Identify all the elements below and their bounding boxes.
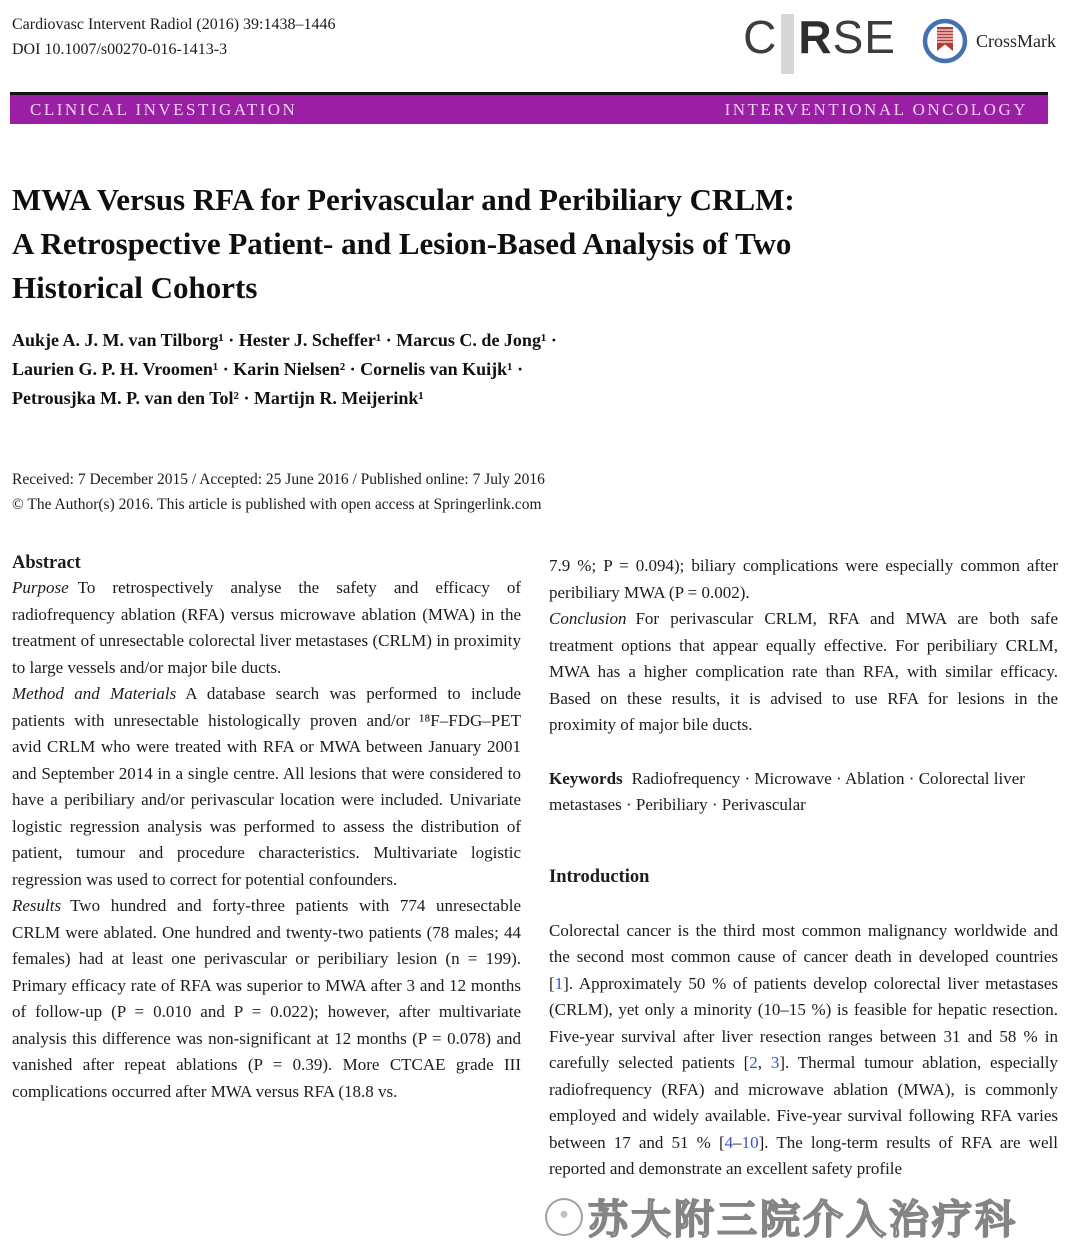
article-body bbox=[12, 553, 1058, 1183]
left-column bbox=[12, 553, 521, 1183]
abstract-conclusion bbox=[549, 606, 1058, 739]
title-line: A Retrospective Patient- and Lesion-Based Analysis of Two bbox=[12, 226, 792, 261]
methods-text: A database search was performed to include patients with unresectable histologically proven and/or ¹⁸F–FDG–PET avid CRLM who were treated with RFA or MWA between January 2001 and September 2014 in a single centre. All lesions that were considered to have a peribiliary and/or perivascular location were included. Univariate logistic regression analysis was performed to assess the distribution of patient, tumour and procedure characteristics. Multivariate logistic regression was used to correct for potential confounders. bbox=[12, 684, 521, 889]
citation-ref[interactable]: 10 bbox=[741, 1132, 759, 1152]
right-column bbox=[549, 553, 1058, 1183]
journal-info bbox=[12, 12, 336, 62]
cirse-letters-se: SE bbox=[832, 11, 896, 63]
keywords-label: Keywords bbox=[549, 768, 623, 788]
methods-label: Method and Materials bbox=[12, 684, 177, 703]
abstract-results-continuation: 7.9 %; P = 0.094); biliary complications were especially common after peribiliary MWA (P = 0.002). bbox=[549, 556, 1058, 602]
abstract-heading: Abstract bbox=[12, 553, 81, 573]
article-title bbox=[12, 178, 1040, 310]
watermark-text: 苏大附三院介入治疗科 bbox=[588, 1197, 1018, 1243]
conclusion-text: For perivascular CRLM, RFA and MWA are both safe treatment options that appear equally effective. For peribiliary CRLM, MWA has a higher complication rate than RFA, with similar efficacy. Based on these results, it is advised to use RFA for lesions in the proximity of major bile ducts. bbox=[549, 609, 1058, 734]
abstract-methods bbox=[12, 681, 521, 893]
introduction-paragraph bbox=[549, 918, 1058, 1183]
abstract-purpose bbox=[12, 575, 521, 681]
author-line: Aukje A. J. M. van Tilborg¹ · Hester J. Scheffer¹ · Marcus C. de Jong¹ · bbox=[12, 330, 557, 350]
page-header bbox=[0, 0, 1080, 78]
watermark bbox=[545, 1188, 1018, 1245]
title-line: MWA Versus RFA for Perivascular and Peribiliary CRLM: bbox=[12, 182, 795, 217]
citation-ref[interactable]: 2 bbox=[749, 1053, 758, 1072]
cirse-bar-icon bbox=[781, 14, 794, 74]
copyright-line: © The Author(s) 2016. This article is published with open access at Springerlink.com bbox=[12, 496, 542, 513]
keywords bbox=[549, 766, 1058, 819]
purpose-label: Purpose bbox=[12, 578, 69, 597]
text-segment: Colorectal cancer is the third most common malignancy worldwide and the second most common cause of cancer death in developed countries [ bbox=[549, 920, 1058, 993]
conclusion-label: Conclusion bbox=[549, 609, 627, 628]
title-line: Historical Cohorts bbox=[12, 270, 258, 305]
banner-left-label: CLINICAL INVESTIGATION bbox=[30, 99, 298, 119]
text-segment: , bbox=[757, 1053, 771, 1072]
introduction-heading: Introduction bbox=[549, 866, 650, 887]
text-segment: – bbox=[733, 1132, 742, 1152]
crossmark-badge[interactable] bbox=[922, 18, 1056, 64]
results-text: Two hundred and forty-three patients with 774 unresectable CRLM were ablated. One hundred and twenty-two patients (78 males; 44 females) had at least one perivascular or peribiliary lesion (n = 199). Primary efficacy rate of RFA was superior to MWA after 3 and 12 months of follow-up (P = 0.010 and P = 0.022); however, after multivariate analysis this difference was non-significant at 12 months (P = 0.078) and vanished after repeat ablations (P = 0.39). More CTCAE grade III complications occurred after MWA versus RFA (18.8 vs. bbox=[12, 896, 521, 1101]
journal-reference: Cardiovasc Intervent Radiol (2016) 39:1438–1446 bbox=[12, 16, 336, 33]
watermark-logo-icon bbox=[545, 1198, 583, 1236]
text-segment: ]. Approximately 50 % of patients develop colorectal liver metastases (CRLM), yet only a minority (10–15 %) is feasible for hepatic resection. Five-year survival after liver resection ranges between 31 and 58 % in carefully selected patients [ bbox=[549, 973, 1058, 1072]
results-label: Results bbox=[12, 896, 62, 915]
text-segment: ]. Thermal tumour ablation, especially radiofrequency (RFA) and microwave ablation (MWA), is commonly employed and widely available. Five-year survival following RFA varies between 17 and 51 % [ bbox=[549, 1053, 1059, 1152]
publication-meta bbox=[12, 467, 1040, 517]
abstract-results bbox=[12, 893, 521, 1105]
citation-ref[interactable]: 4 bbox=[724, 1132, 734, 1152]
cirse-logo bbox=[743, 11, 896, 74]
crossmark-icon bbox=[922, 18, 968, 64]
text-segment: ]. The long-term results of RFA are well reported and demonstrate an excellent safety profile bbox=[549, 1132, 1058, 1178]
banner-right-label: INTERVENTIONAL ONCOLOGY bbox=[724, 99, 1028, 119]
citation-ref[interactable]: 3 bbox=[770, 1053, 780, 1072]
author-line: Petrousjka M. P. van den Tol² · Martijn R. Meijerink¹ bbox=[12, 388, 424, 408]
section-banner bbox=[10, 92, 1048, 124]
journal-doi: DOI 10.1007/s00270-016-1413-3 bbox=[12, 41, 228, 58]
crossmark-label: CrossMark bbox=[976, 30, 1056, 51]
cirse-letter-c: C bbox=[743, 11, 778, 63]
cirse-letter-r: R bbox=[798, 11, 833, 63]
keywords-text: Radiofrequency · Microwave · Ablation · Colorectal liver metastases · Peribiliary · Perivascular bbox=[549, 768, 1025, 814]
citation-ref[interactable]: 1 bbox=[554, 973, 564, 993]
header-logos bbox=[743, 11, 1056, 74]
author-line: Laurien G. P. H. Vroomen¹ · Karin Nielsen² · Cornelis van Kuijk¹ · bbox=[12, 359, 524, 379]
author-list bbox=[12, 326, 1040, 413]
received-accepted-line: Received: 7 December 2015 / Accepted: 25 June 2016 / Published online: 7 July 2016 bbox=[12, 471, 545, 488]
purpose-text: To retrospectively analyse the safety and efficacy of radiofrequency ablation (RFA) versus microwave ablation (MWA) in the treatment of unresectable colorectal liver metastases (CRLM) in proximity to large vessels and/or major bile ducts. bbox=[12, 578, 521, 677]
